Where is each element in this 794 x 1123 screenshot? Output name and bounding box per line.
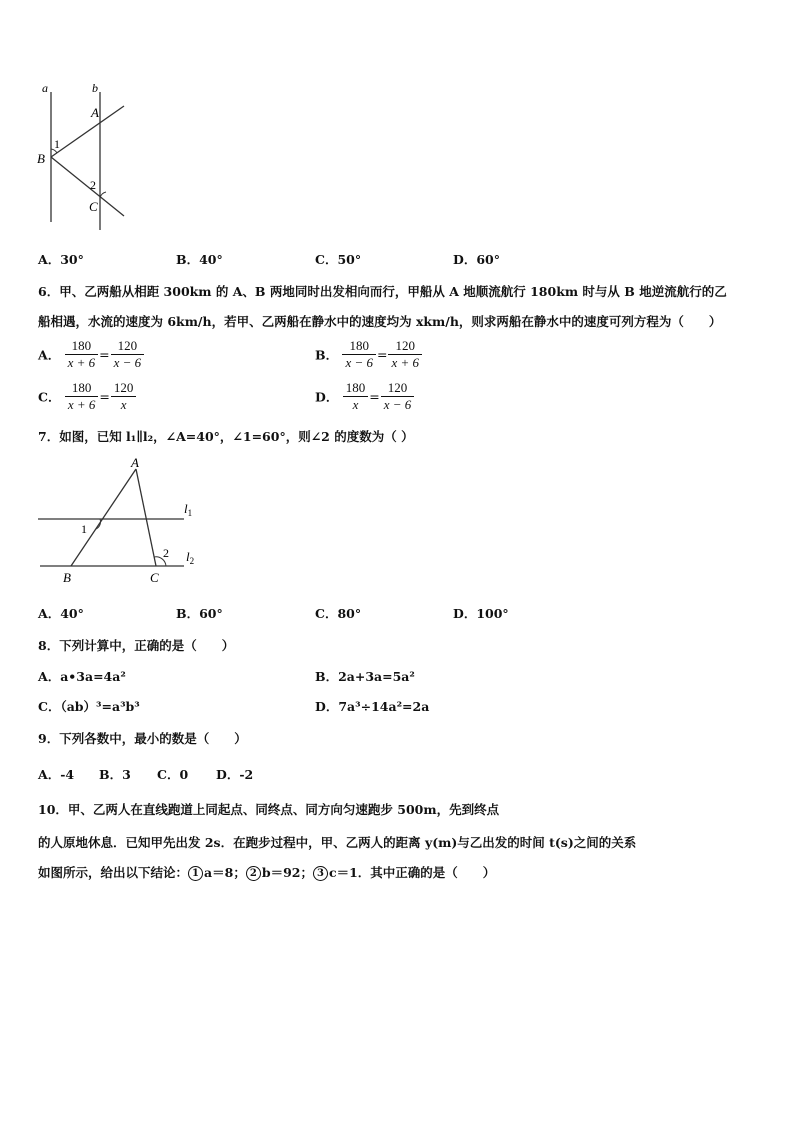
q6-option-b: B． $\frac{180}{x - 6}$ = $\frac{120}{x + 6}$ (315, 338, 422, 371)
q7-stem: 7．如图，已知 l₁∥l₂，∠A=40°，∠1=60°，则∠2 的度数为（ ） (38, 429, 414, 444)
q8-option-a: A．a•3a=4a² (38, 669, 126, 684)
q6-option-a: A． $\frac{180}{x + 6}$ = $\frac{120}{x - 6}$ (38, 338, 144, 371)
label-a: a (42, 81, 48, 95)
option-label: D． (315, 389, 339, 405)
q6-stem-line1: 6．甲、乙两船从相距 300km 的 A、B 两地同时出发相向而行，甲船从 A 地顺流航行 180km 时与从 B 地逆流航行的乙 (38, 284, 727, 299)
q8-option-d: D．7a³÷14a²=2a (315, 699, 430, 714)
q9-option-a: A．-4 (38, 767, 75, 782)
label-angle-1: 1 (54, 137, 60, 151)
q7-option-d: D．100° (453, 606, 509, 621)
q9-option-b: B．3 (99, 767, 131, 782)
q8-option-b: B．2a+3a=5a² (315, 669, 415, 684)
fraction-left: $\frac{180}{x}$ (343, 380, 369, 413)
label-angle-2: 2 (163, 546, 169, 560)
label-B: B (37, 151, 45, 166)
q9-option-d: D．-2 (216, 767, 254, 782)
q10-stem-line3: 如图所示，给出以下结论： 1 a＝8； 2 b＝92； 3 c＝1．其中正确的是（ ） (38, 865, 496, 880)
fraction-right: $\frac{120}{x}$ (111, 380, 137, 413)
q10-stem-line1: 10．甲、乙两人在直线跑道上同起点、同终点、同方向匀速跑步 500m，先到终点 (38, 802, 500, 817)
q5-option-d: D．60° (453, 252, 500, 267)
label-l2: $l_2$ (186, 549, 195, 566)
q8-stem: 8．下列计算中，正确的是（ ） (38, 638, 235, 653)
circled-1-icon: 1 (188, 866, 203, 881)
fraction-left: $\frac{180}{x - 6}$ (342, 338, 376, 371)
ray-BA (51, 106, 124, 157)
label-A: A (131, 455, 139, 470)
label-C: C (150, 570, 159, 585)
option-label: B． (315, 347, 339, 363)
label-l1: $l_1$ (184, 501, 193, 518)
segment-AB (71, 469, 136, 566)
q7-option-c: C．80° (315, 606, 362, 621)
q5-figure (34, 80, 134, 235)
q6-option-c: C． $\frac{180}{x + 6}$ = $\frac{120}{x}$ (38, 380, 136, 413)
fraction-right: $\frac{120}{x - 6}$ (381, 380, 415, 413)
q8-option-c: C．（ab）³=a³b³ (38, 699, 140, 714)
q7-option-b: B．60° (176, 606, 223, 621)
fraction-left: $\frac{180}{x + 6}$ (65, 380, 99, 413)
q7-option-a: A．40° (38, 606, 84, 621)
fraction-left: $\frac{180}{x + 6}$ (65, 338, 99, 371)
q7-figure (36, 455, 206, 587)
label-A: A (91, 105, 99, 120)
q9-option-c: C．0 (157, 767, 189, 782)
q5-option-a: A．30° (38, 252, 84, 267)
ray-BC (51, 157, 124, 216)
segment-AC (136, 469, 156, 566)
q5-option-b: B．40° (176, 252, 223, 267)
circled-3-icon: 3 (313, 866, 328, 881)
fraction-right: $\frac{120}{x - 6}$ (111, 338, 145, 371)
q5-option-c: C．50° (315, 252, 362, 267)
option-label: C． (38, 389, 61, 405)
circled-2-icon: 2 (246, 866, 261, 881)
fraction-right: $\frac{120}{x + 6}$ (388, 338, 422, 371)
label-C: C (89, 199, 98, 214)
q10-stem-line2: 的人原地休息．已知甲先出发 2s．在跑步过程中，甲、乙两人的距离 y(m)与乙出发的时间 t(s)之间的关系 (38, 835, 637, 850)
label-angle-2: 2 (90, 178, 96, 192)
label-B: B (63, 570, 71, 585)
q9-stem: 9．下列各数中，最小的数是（ ） (38, 731, 247, 746)
label-angle-1: 1 (81, 522, 87, 536)
option-label: A． (38, 347, 61, 363)
q6-stem-line2: 船相遇，水流的速度为 6km/h，若甲、乙两船在静水中的速度均为 xkm/h，则求两船在静水中的速度可列方程为（ ） (38, 314, 722, 329)
label-b: b (92, 81, 98, 95)
q6-option-d: D． $\frac{180}{x}$ = $\frac{120}{x - 6}$ (315, 380, 414, 413)
